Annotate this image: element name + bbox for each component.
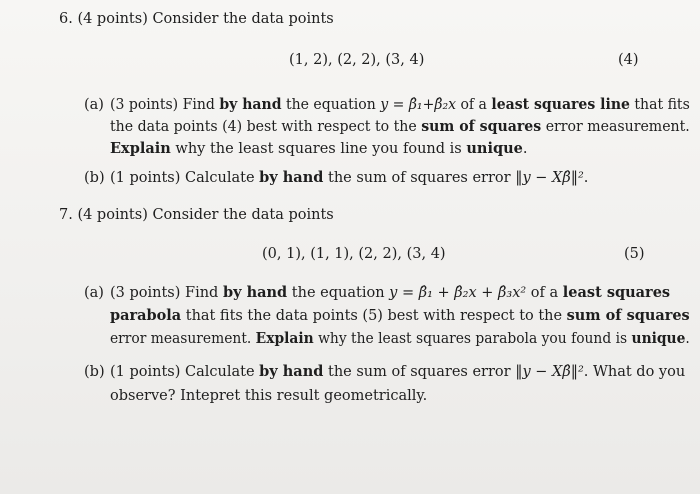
q6b-text: (1 points) Calculate — [110, 170, 260, 186]
q6a-equation: y = β̂₁+β̂₂x — [380, 97, 456, 113]
q6-equation-number: (4) — [618, 52, 639, 68]
q6b-text: . — [583, 170, 589, 186]
q7a-text: why the least squares parabola you found is — [313, 331, 632, 347]
q6b-bold-by-hand: by hand — [259, 169, 324, 186]
q6-heading: 6. (4 points) Consider the data points — [59, 11, 334, 27]
q6a-text: the equation — [281, 97, 381, 113]
q7a-text: that fits the data points (5) best with respect to the — [181, 308, 567, 324]
q7b-error-norm: ‖y − Xβ̂‖² — [515, 364, 584, 380]
q6a-text: that fits — [629, 97, 690, 113]
q7a-bold-least-squares: least squares — [562, 284, 671, 301]
q6a-line1 — [110, 96, 690, 114]
q6a-bold-by-hand: by hand — [219, 96, 282, 113]
q6a-text: error measurement. — [541, 119, 690, 135]
q7a-line1 — [110, 284, 670, 302]
q7a-text: . — [685, 331, 690, 347]
q7b-text: . What do you — [583, 364, 686, 380]
q7a-line3 — [110, 330, 690, 348]
q7a-bold-by-hand: by hand — [222, 284, 288, 301]
q6a-label: (a) — [84, 97, 104, 113]
q7b-bold-by-hand: by hand — [259, 363, 324, 380]
q6b-line1 — [110, 169, 588, 187]
q7a-text: (3 points) Find — [110, 285, 223, 301]
q6a-bold-sum-of-squares: sum of squares — [421, 118, 542, 135]
q6b-text: the sum of squares error — [323, 170, 516, 186]
q6b-label: (b) — [84, 170, 105, 186]
q6a-text: the data points (4) best with respect to the — [110, 119, 422, 135]
q6a-bold-least-squares-line: least squares line — [491, 96, 630, 113]
q7a-bold-explain: Explain — [255, 330, 314, 347]
q7a-text: the equation — [287, 285, 390, 301]
q7b-label: (b) — [84, 364, 105, 380]
q7a-label: (a) — [84, 285, 104, 301]
q6a-text: why the least squares line you found is — [170, 141, 467, 157]
q6a-text: of a — [455, 97, 492, 113]
q7a-text: error measurement. — [110, 331, 256, 347]
q7a-text: of a — [526, 285, 563, 301]
q6b-error-norm: ‖y − Xβ̂‖² — [515, 170, 584, 186]
q7-data-points: (0, 1), (1, 1), (2, 2), (3, 4) — [262, 246, 446, 262]
q7a-bold-sum-of-squares: sum of squares — [566, 307, 690, 324]
q7b-line1 — [110, 363, 685, 381]
q6a-text: . — [522, 141, 528, 157]
q7a-equation: y = β̂₁ + β̂₂x + β̂₃x² — [389, 285, 527, 301]
q7a-bold-unique: unique — [631, 330, 686, 347]
q7-equation-number: (5) — [624, 246, 645, 262]
q6a-text: (3 points) Find — [110, 97, 220, 113]
q7a-line2 — [110, 307, 690, 325]
q7b-line2: observe? Intepret this result geometrically. — [110, 388, 428, 404]
q7b-text: (1 points) Calculate — [110, 364, 260, 380]
q7a-bold-parabola: parabola — [110, 307, 182, 324]
q7-heading: 7. (4 points) Consider the data points — [59, 207, 334, 223]
q6a-bold-unique: unique — [466, 140, 523, 157]
q6a-bold-explain: Explain — [110, 140, 171, 157]
q6a-line2 — [110, 118, 690, 136]
q7b-text: the sum of squares error — [323, 364, 516, 380]
q6a-line3 — [110, 140, 527, 158]
q6-data-points: (1, 2), (2, 2), (3, 4) — [289, 52, 425, 68]
